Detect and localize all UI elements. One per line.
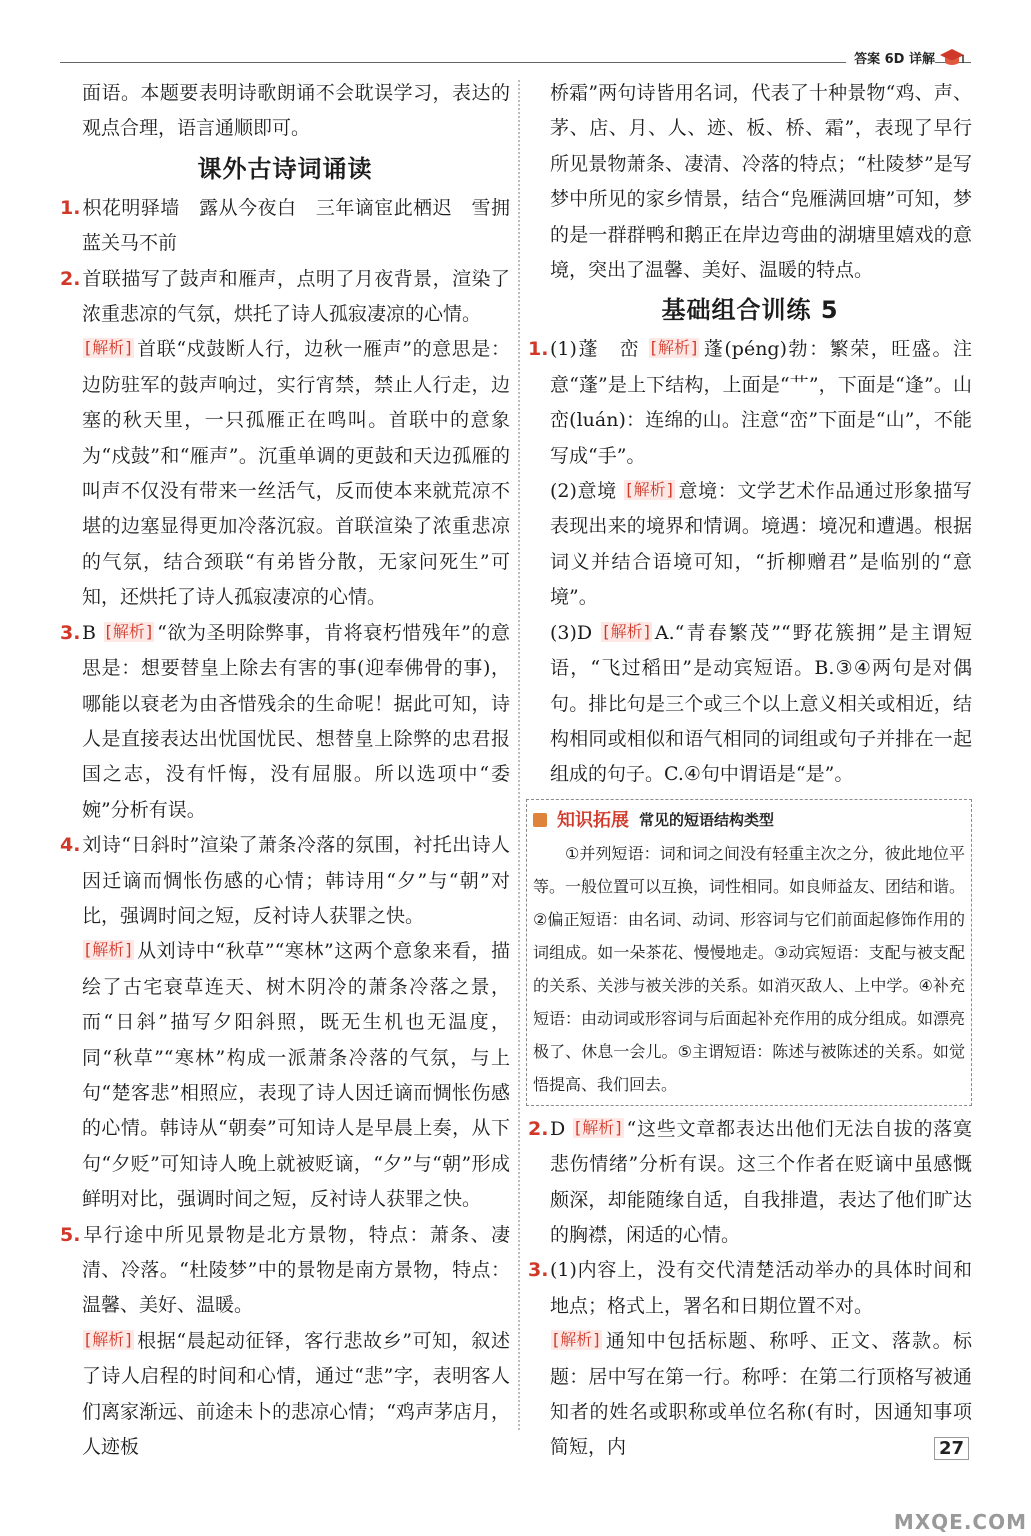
knowledge-label: 知识拓展 [557,809,629,831]
item-number: 1. [60,196,81,219]
answer-4 [60,828,510,934]
item-number: 3. [528,1259,549,1282]
answer-2 [60,262,510,333]
answer-2 [528,1112,972,1254]
answer-text: (1)内容上，没有交代清楚活动举办的具体时间和地点；格式上，署名和日期位置不对。 [550,1259,972,1317]
answer-3 [528,1253,972,1324]
left-column [60,76,510,1465]
answer-text: 首联描写了鼓声和雁声，点明了月夜背景，渲染了浓重悲凉的气氛，烘托了诗人孤寂凄凉的心情。 [82,267,510,326]
item-number: 4. [60,834,81,857]
book-icon [533,813,547,827]
explanation-text: A.“青春繁茂”“野花簇拥”是主谓短语，“飞过稻田”是动宾短语。B.③④两句是对偶句。排比句是三个或三个以上意义相关或相近，结构相同或相似和语气相同的词组或句子并排在一起组成的句子。C.④句中谓语是“是”。 [550,621,972,786]
explanation-text: 通知中包括标题、称呼、正文、落款。标题：居中写在第一行。称呼：在第二行顶格写被通知者的姓名或职称或单位名称(有时，因通知事项简短，内 [550,1330,972,1459]
knowledge-title [533,804,965,837]
section-heading-poetry: 课外古诗词诵读 [197,154,373,183]
page-number: 27 [934,1437,969,1460]
analysis-tag: [ 解析 ] [624,480,675,500]
explanation-text: 蓬(péng)勃：繁荣，旺盛。注意“蓬”是上下结构，上面是“艹”，下面是“逢”。山峦(luán)：连绵的山。注意“峦”下面是“山”，不能写成“手”。 [550,338,972,467]
analysis-tag: [ 解析 ] [83,338,134,358]
answer-5 [60,1218,510,1324]
analysis-tag: [ 解析 ] [104,622,155,642]
answer-text: (1)蓬 峦 [550,338,641,361]
item-number: 2. [60,267,81,290]
answer-text: (2)意境 [550,480,617,503]
watermark [893,1446,1031,1536]
answer-text: (3)D [550,621,593,644]
explanation-5 [60,1324,510,1466]
answer-1-1 [528,332,972,474]
answer-choice: B [82,621,96,644]
item-number: 5. [60,1223,81,1246]
answer-text: 早行途中所见景物是北方景物，特点：萧条、凄清、冷落。“杜陵梦”中的景物是南方景物，特点：温馨、美好、温暖。 [82,1223,510,1317]
item-number: 1. [528,338,549,361]
answer-text: 刘诗“日斜时”渲染了萧条冷落的氛围，衬托出诗人因迁谪而惆怅伤感的心情；韩诗用“夕”与“朝”对比，强调时间之短，反衬诗人获罪之快。 [82,834,510,927]
knowledge-box [526,799,972,1106]
analysis-tag: [ 解析 ] [573,1118,624,1138]
analysis-tag: [ 解析 ] [83,940,134,960]
explanation-text: 从刘诗中“秋草”“寒林”这两个意象来看，描绘了古宅衰草连天、树木阴冷的萧条冷落之景，而“日斜”描写夕阳斜照，既无生机也无温度，同“秋草”“寒林”构成一派萧条冷落的气氛，与上句“楚客悲”相照应，表现了诗人因迁谪而惆怅伤感的心情。韩诗从“朝奏”可知诗人是早晨上奏，从下句“夕贬”可知诗人晚上就被贬谪，“夕”与“朝”形成鲜明对比，强调时间之短，反衬诗人获罪之快。 [82,940,510,1211]
explanation-text: 首联“戍鼓断人行，边秋一雁声”的意思是：边防驻军的鼓声响过，实行宵禁，禁止人行走，边塞的秋天里，一只孤雁正在鸣叫。首联中的意象为“戍鼓”和“雁声”。沉重单调的更鼓和天边孤雁的叫声不仅没有带来一丝活气，反而使本来就荒凉不堪的边塞显得更加冷落沉寂。首联渲染了浓重悲凉的气氛，结合颈联“有弟皆分散，无家问死生”可知，还烘托了诗人孤寂凄凉的心情。 [82,338,510,609]
explanation-text: “这些文章都表达出他们无法自拔的落寞悲伤情绪”分析有误。这三个作者在贬谪中虽感慨颇深，却能随缘自适，自我排遣，表达了他们旷达的胸襟，闲适的心情。 [550,1117,972,1246]
page-header [60,44,971,74]
answer-1 [60,191,510,262]
analysis-tag: [ 解析 ] [601,622,652,642]
watermark-text: MXQE.COM [893,1510,1027,1534]
explanation-text: 根据“晨起动征铎，客行悲故乡”可知，叙述了诗人启程的时间和心情，通过“悲”字，表明客人们离家渐远、前途未卜的悲凉心情；“鸡声茅店月，人迹板 [82,1329,510,1459]
explanation-3 [528,1324,972,1466]
right-column [528,76,972,1466]
knowledge-subtitle: 常见的短语结构类型 [639,810,775,829]
explanation-text: 意境：文学艺术作品通过形象描写表现出来的境界和情调。境遇：境况和遭遇。根据词义并结合语境可知，“折柳赠君”是临别的“意境”。 [550,480,972,609]
analysis-tag: [ 解析 ] [649,338,700,358]
analysis-tag: [ 解析 ] [83,1330,134,1350]
graduation-cap-icon [939,46,965,68]
item-number: 2. [528,1117,549,1140]
explanation-4 [60,934,510,1217]
header-rule [60,62,971,63]
intro-text: 面语。本题要表明诗歌朗诵不会耽误学习，表达的观点合理，语言通顺即可。 [82,82,510,140]
explanation-2 [60,332,510,615]
column-divider [518,80,520,1430]
answer-text: 枳花明驿墙 露从今夜白 三年谪宦此栖迟 雪拥蓝关马不前 [82,196,510,255]
answer-3 [60,616,510,828]
analysis-tag: [ 解析 ] [551,1330,602,1350]
explanation-text: “欲为圣明除弊事，肯将衰朽惜残年”的意思是：想要替皇上除去有害的事(迎奉佛骨的事)，哪能以衰老为由吝惜残余的生命呢！据此可知，诗人是直接表达出忧国忧民、想替皇上除弊的忠君报国之志，没有忏悔，没有屈服。所以选项中“委婉”分析有误。 [82,621,510,821]
answer-choice: D [550,1117,566,1140]
knowledge-body: ①并列短语：词和词之间没有轻重主次之分，彼此地位平等。一般位置可以互换，词性相同。如良师益友、团结和谐。②偏正短语：由名词、动词、形容词与它们前面起修饰作用的词组成。如一朵茶花、慢慢地走。③动宾短语：支配与被支配的关系、关涉与被关涉的关系。如消灭敌人、上中学。④补充短语：由动词或形容词与后面起补充作用的成分组成。如漂亮极了、休息一会儿。⑤主谓短语：陈述与被陈述的关系。如觉悟提高、我们回去。 [533,843,966,1094]
answer-1-3 [528,616,972,793]
item-number: 3. [60,621,81,644]
header-label: 答案 6D 详解 [846,48,935,67]
answer-1-2 [528,474,972,616]
section-heading-training: 基础组合训练 5 [661,296,839,325]
explanation-5-continued: 桥霜”两句诗皆用名词，代表了十种景物“鸡、声、茅、店、月、人、迹、板、桥、霜”，表现了早行所见景物萧条、凄清、冷落的特点；“杜陵梦”是写梦中所见的家乡情景，结合“凫雁满回塘”可知，梦的是一群群鸭和鹅正在岸边弯曲的湖塘里嬉戏的意境，突出了温馨、美好、温暖的特点。 [550,82,972,282]
